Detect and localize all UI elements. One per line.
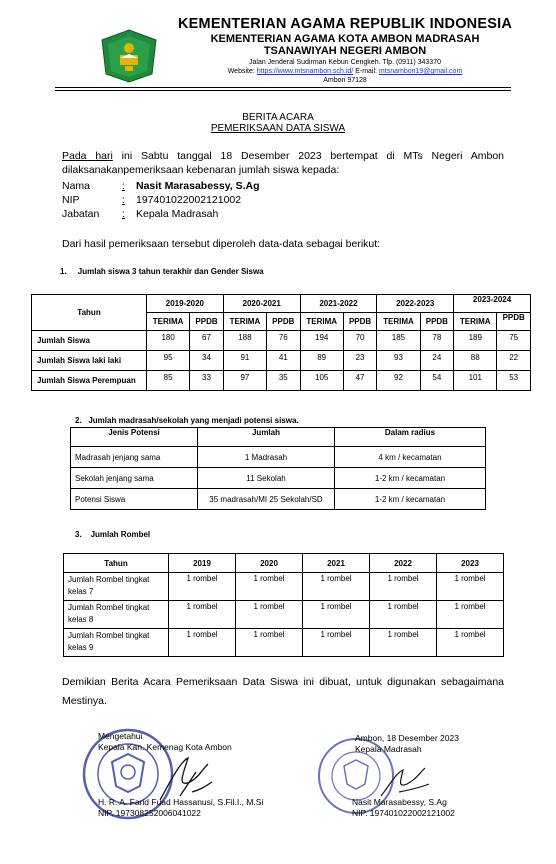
sub-ppdb: PPDB xyxy=(190,313,224,331)
intro-lead: Pada hari xyxy=(62,150,113,162)
right-signer-nip: NIP. 197401022002121002 xyxy=(352,808,455,818)
left-sign-line1: Mengetahui xyxy=(98,731,143,741)
letterhead-city: Ambon 97128 xyxy=(323,77,367,84)
table-row: Jumlah Siswa laki laki 95 34 91 41 89 23 93 24 88 22 xyxy=(32,351,531,371)
col-header: 2022 xyxy=(370,554,437,573)
rombel-table xyxy=(63,553,504,657)
right-sign-line2: Kepala Madrasah xyxy=(355,744,422,754)
intro-line2: dilaksanakanpemeriksaan kebenaran jumlah siswa kepada: xyxy=(62,164,340,176)
website-label: Website: xyxy=(227,68,257,75)
right-signature xyxy=(375,762,435,802)
section3-heading: 3. Jumlah Rombel xyxy=(75,530,151,539)
letterhead-address: Jalan Jenderal Sudirman Kebun Cengkeh. Tlp. (0911) 343370 xyxy=(249,59,441,66)
row-label: Jumlah Rombel tingkat kelas 7 xyxy=(64,573,169,601)
sub-terima: TERIMA xyxy=(147,313,190,331)
email-link[interactable]: mtsnambon19@gmail.com xyxy=(378,68,463,75)
sub-ppdb: PPDB xyxy=(343,313,377,331)
year-header: 2020-2021 xyxy=(223,295,300,313)
email-label: E-mail: xyxy=(353,68,379,75)
officer-name-row: Nama : Nasit Marasabessy, S.Ag xyxy=(62,180,260,192)
row-label: Jumlah Siswa xyxy=(32,331,147,351)
sub-terima: TERIMA xyxy=(300,313,343,331)
sub-ppdb: PPDB xyxy=(497,313,531,331)
kemenag-logo xyxy=(98,28,160,84)
section1-heading: 1. Jumlah siswa 3 tahun terakhir dan Gender Siswa xyxy=(60,267,264,276)
potential-schools-table xyxy=(70,427,486,510)
left-signer-name: H. R. A. Farid Fuad Hassanusi, S.Fil.I., M.Si xyxy=(98,797,264,807)
table-row: Jumlah Siswa Perempuan 85 33 97 35 105 47 92 54 101 53 xyxy=(32,371,531,391)
officer-nip-row: NIP : 197401022002121002 xyxy=(62,194,242,206)
col-header: Jumlah xyxy=(198,428,335,447)
header-rule-thin xyxy=(55,90,511,91)
right-sign-line1: Ambon, 18 Desember 2023 xyxy=(355,733,459,743)
letterhead-line2: KEMENTERIAN AGAMA KOTA AMBON MADRASAH xyxy=(210,33,480,45)
header-rule-thick xyxy=(55,87,511,88)
right-signer-name: Nasit Marasabessy, S.Ag xyxy=(352,797,447,807)
letterhead-line1: KEMENTERIAN AGAMA REPUBLIK INDONESIA xyxy=(178,16,512,32)
left-sign-line2: Kepala Kan. Kemenag Kota Ambon xyxy=(98,742,232,752)
year-header: 2023-2024 xyxy=(454,295,531,313)
row-label: Jumlah Siswa Perempuan xyxy=(32,371,147,391)
table-row: Madrasah jenjang sama 1 Madrasah 4 km / kecamatan xyxy=(71,447,486,468)
closing-statement: Demikian Berita Acara Pemeriksaan Data Siswa ini dibuat, untuk digunakan sebagaimana Mestinya. xyxy=(62,676,504,707)
doc-title: BERITA ACARA xyxy=(242,112,314,123)
col-tahun: Tahun xyxy=(32,295,147,331)
row-label: Jumlah Rombel tingkat kelas 8 xyxy=(64,601,169,629)
col-header: Dalam radius xyxy=(335,428,486,447)
col-header: 2020 xyxy=(236,554,303,573)
row-label: Jumlah Siswa laki laki xyxy=(32,351,147,371)
sub-ppdb: PPDB xyxy=(267,313,301,331)
sub-terima: TERIMA xyxy=(223,313,266,331)
officer-nip: 197401022002121002 xyxy=(136,194,242,206)
table-row: Jumlah Rombel tingkat kelas 7 1 rombel 1 rombel 1 rombel 1 rombel 1 rombel xyxy=(64,573,504,601)
year-header: 2021-2022 xyxy=(300,295,377,313)
year-header: 2022-2023 xyxy=(377,295,454,313)
table-row: Potensi Siswa 35 madrasah/MI 25 Sekolah/SD 1-2 km / kecamatan xyxy=(71,489,486,510)
intro-line1 xyxy=(62,150,504,162)
col-header: Jenis Potensi xyxy=(71,428,198,447)
table-row: Jumlah Siswa 180 67 188 76 194 70 185 78 189 75 xyxy=(32,331,531,351)
letterhead-contact xyxy=(160,68,530,75)
section2-heading: 2. Jumlah madrasah/sekolah yang menjadi potensi siswa. xyxy=(75,416,299,425)
website-link[interactable]: https://www.mtsnambon.sch.id/ xyxy=(256,68,354,75)
table-row: Jumlah Rombel tingkat kelas 8 1 rombel 1 rombel 1 rombel 1 rombel 1 rombel xyxy=(64,601,504,629)
col-header: 2021 xyxy=(303,554,370,573)
col-header: Tahun xyxy=(64,554,169,573)
table-row: Jumlah Rombel tingkat kelas 9 1 rombel 1 rombel 1 rombel 1 rombel 1 rombel xyxy=(64,629,504,657)
left-signer-nip: NIP. 197308252006041022 xyxy=(98,808,201,818)
officer-name: Nasit Marasabessy, S.Ag xyxy=(136,180,260,192)
officer-position: Kepala Madrasah xyxy=(136,208,219,220)
student-count-table xyxy=(31,294,531,391)
col-header: 2023 xyxy=(437,554,504,573)
row-label: Jumlah Rombel tingkat kelas 9 xyxy=(64,629,169,657)
findings-intro: Dari hasil pemeriksaan tersebut diperoleh data-data sebagai berikut: xyxy=(62,238,381,250)
letterhead-line3: TSANAWIYAH NEGERI AMBON xyxy=(263,45,427,57)
table-row: Sekolah jenjang sama 11 Sekolah 1-2 km / kecamatan xyxy=(71,468,486,489)
sub-terima: TERIMA xyxy=(377,313,420,331)
doc-subtitle: PEMERIKSAAN DATA SISWA xyxy=(210,123,346,134)
sub-terima: TERIMA xyxy=(454,313,497,331)
sub-ppdb: PPDB xyxy=(420,313,454,331)
intro-text1: ini Sabtu tanggal 18 Desember 2023 bertempat di MTs Negeri Ambon xyxy=(112,150,504,162)
year-header: 2019-2020 xyxy=(147,295,224,313)
officer-position-row: Jabatan : Kepala Madrasah xyxy=(62,208,219,220)
col-header: 2019 xyxy=(169,554,236,573)
